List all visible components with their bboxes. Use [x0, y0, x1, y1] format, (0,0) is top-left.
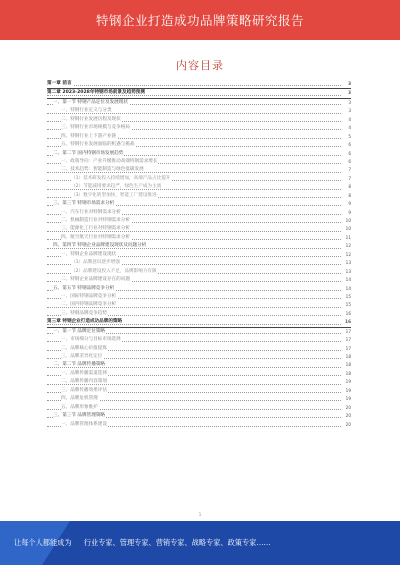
- toc-entry-text: 二、机械制造行业对特钢需求分析: [61, 218, 130, 223]
- toc-entry-page: 6: [347, 158, 351, 166]
- toc-entry[interactable]: [47, 124, 351, 132]
- toc-entry-page: 13: [345, 259, 351, 267]
- toc-entry-text: 一、第一节 品牌定位策略: [53, 328, 105, 334]
- toc-entry-page: 6: [347, 141, 351, 149]
- toc-entry-text: 一、品牌管理体系建设: [61, 421, 107, 427]
- toc-entry-page: 20: [345, 421, 351, 429]
- footer-slogan-list: 行业专家、管理专家、营销专家、战略专家、政策专家……: [83, 538, 271, 547]
- toc-entry-text: 一、第一节 特钢产品定位及发展现状: [53, 99, 128, 105]
- toc-entry-text: 一、品牌传播渠道选择: [61, 370, 107, 376]
- toc-entry-text: 二、国内特钢品牌竞争分析: [61, 302, 117, 308]
- toc-entry-text: 三、品牌传播效果评估: [61, 387, 107, 393]
- toc-entry[interactable]: [47, 421, 351, 429]
- toc-entry[interactable]: [47, 361, 351, 369]
- toc-entry-page: 14: [345, 276, 351, 284]
- toc-leader-dots: [47, 85, 341, 86]
- toc-entry-page: 11: [345, 234, 351, 242]
- toc-entry[interactable]: [47, 150, 351, 158]
- toc-entry[interactable]: [47, 276, 351, 284]
- toc-entry-page: 9: [347, 200, 351, 208]
- toc-entry-page: 16: [344, 318, 351, 326]
- toc-entry-text: 四、第四节 特钢企业品牌建设现状及问题分析: [53, 243, 147, 249]
- toc-entry-page: 15: [345, 293, 351, 301]
- toc-entry-page: 10: [345, 217, 351, 225]
- toc-entry[interactable]: [47, 268, 351, 276]
- toc-entry-page: 4: [347, 116, 351, 124]
- toc-entry[interactable]: [47, 200, 351, 208]
- table-of-contents: [47, 80, 351, 429]
- toc-entry[interactable]: [47, 251, 351, 259]
- toc-entry-text: 三、第三节 品牌管理策略: [53, 413, 105, 419]
- toc-entry[interactable]: [47, 387, 351, 395]
- toc-entry[interactable]: [47, 353, 351, 361]
- toc-entry-text: （3）数字化转型加快，智能工厂建设推进: [71, 192, 157, 198]
- toc-entry-text: （2）品牌建设投入不足，品牌影响力有限: [71, 268, 157, 274]
- toc-entry-page: 17: [345, 336, 351, 344]
- toc-entry[interactable]: [47, 80, 351, 89]
- toc-entry-text: 二、特钢行业发展历程及现状: [61, 116, 121, 122]
- toc-entry[interactable]: [47, 378, 351, 386]
- toc-entry-page: 3: [347, 99, 351, 107]
- toc-entry-page: 17: [345, 345, 351, 353]
- toc-entry[interactable]: [47, 336, 351, 344]
- toc-entry[interactable]: [47, 301, 351, 309]
- toc-entry-text: （1）品牌意识逐步增强: [71, 260, 120, 266]
- toc-entry-page: 3: [347, 80, 351, 88]
- toc-entry-page: 19: [345, 378, 351, 386]
- toc-entry-text: 四、品牌危机管理: [61, 396, 98, 402]
- toc-entry-text: （2）节能减排要求趋严，绿色生产成为主流: [71, 184, 162, 190]
- toc-entry-page: 15: [345, 301, 351, 309]
- toc-entry[interactable]: [47, 259, 351, 267]
- toc-entry-page: 12: [345, 242, 351, 250]
- toc-entry[interactable]: [47, 293, 351, 301]
- toc-entry-page: 7: [347, 166, 351, 174]
- toc-entry-page: 3: [347, 89, 351, 97]
- toc-entry-page: 20: [345, 412, 351, 420]
- toc-entry-text: 二、特钢企业品牌建设存在的问题: [61, 277, 130, 283]
- toc-entry-text: 五、第五节 特钢品牌竞争分析: [53, 285, 115, 291]
- toc-entry[interactable]: [47, 166, 351, 174]
- toc-entry-page: 17: [345, 328, 351, 336]
- toc-entry-text: 一、汽车行业对特钢需求分析: [61, 209, 121, 215]
- toc-entry[interactable]: [47, 175, 351, 183]
- toc-entry-text: （1）技术研发投入持续增加，高端产品占比提升: [71, 175, 171, 181]
- toc-entry-text: 二、技术趋势：智能制造与绿色低碳发展: [61, 167, 144, 173]
- toc-entry[interactable]: [47, 318, 351, 327]
- toc-entry[interactable]: [47, 141, 351, 149]
- toc-entry-page: 5: [347, 133, 351, 141]
- toc-entry[interactable]: [47, 225, 351, 233]
- toc-entry-page: 13: [345, 268, 351, 276]
- toc-entry-page: 16: [345, 310, 351, 318]
- page-number: 1: [198, 512, 202, 517]
- toc-entry[interactable]: [47, 310, 351, 318]
- toc-entry-text: 二、品牌核心价值提炼: [61, 345, 107, 351]
- toc-entry-text: 三、特钢行业市场规模与竞争格局: [61, 125, 130, 131]
- toc-entry-page: 19: [345, 387, 351, 395]
- footer-banner: [0, 521, 400, 565]
- toc-entry[interactable]: [47, 345, 351, 353]
- toc-entry-text: 四、航空航天行业对特钢需求分析: [61, 234, 130, 240]
- footer-slogan-lead: 让每个人都能成为: [14, 538, 72, 547]
- toc-entry-text: 三、第三节 特钢市场需求分析: [53, 201, 115, 207]
- toc-entry-text: 二、第二节 品牌传播策略: [53, 362, 105, 368]
- toc-entry-page: 7: [347, 175, 351, 183]
- toc-entry-page: 3: [347, 107, 351, 115]
- toc-entry-text: 五、特钢行业发展面临的机遇与挑战: [61, 142, 135, 148]
- toc-entry[interactable]: [47, 412, 351, 420]
- toc-entry-page: 19: [345, 395, 351, 403]
- toc-entry-page: 18: [345, 370, 351, 378]
- toc-entry-page: 9: [347, 209, 351, 217]
- toc-entry-text: 第二章 2023-2028年特钢市场前景及趋势预测: [47, 90, 145, 96]
- toc-entry-text: 一、国际特钢品牌竞争分析: [61, 293, 117, 299]
- toc-entry[interactable]: [47, 107, 351, 115]
- footer-slogan: [14, 538, 392, 548]
- toc-entry-text: 三、特钢品牌竞争趋势: [61, 310, 107, 316]
- toc-entry-text: 第一章 前言: [47, 81, 72, 86]
- toc-entry[interactable]: [47, 116, 351, 124]
- toc-entry-page: 8: [347, 192, 351, 200]
- toc-entry[interactable]: [47, 183, 351, 191]
- toc-entry[interactable]: [47, 328, 351, 336]
- toc-entry-page: 6: [347, 150, 351, 158]
- toc-entry-page: 8: [347, 183, 351, 191]
- toc-entry-text: 第三章 特钢企业打造成功品牌的策略: [47, 319, 123, 325]
- toc-entry-page: 18: [345, 353, 351, 361]
- toc-entry-page: 10: [345, 225, 351, 233]
- report-header: [0, 0, 400, 40]
- toc-entry-page: 4: [347, 124, 351, 132]
- toc-entry-text: 一、市场细分与目标市场选择: [61, 337, 121, 343]
- toc-entry[interactable]: [47, 209, 351, 217]
- toc-entry-page: 14: [345, 285, 351, 293]
- toc-entry-page: 20: [345, 404, 351, 412]
- toc-entry-text: 四、特钢行业上下游产业链: [61, 133, 117, 139]
- toc-entry-text: 一、特钢行业定义与分类: [61, 108, 112, 114]
- toc-entry[interactable]: [47, 404, 351, 412]
- toc-entry[interactable]: [47, 99, 351, 107]
- toc-entry[interactable]: [47, 192, 351, 200]
- toc-entry[interactable]: [47, 158, 351, 166]
- toc-entry[interactable]: [47, 285, 351, 293]
- report-title: 特钢企业打造成功品牌策略研究报告: [95, 13, 304, 28]
- toc-entry-text: 三、品牌差异化定位: [61, 354, 103, 359]
- toc-entry[interactable]: [47, 395, 351, 403]
- toc-entry-text: 二、品牌传播内容策划: [61, 379, 107, 385]
- toc-entry-page: 18: [345, 361, 351, 369]
- toc-entry-text: 二、第二节 国内特钢市场发展趋势: [53, 150, 124, 156]
- toc-heading: 内容目录: [176, 59, 224, 72]
- toc-entry[interactable]: [47, 242, 351, 250]
- toc-entry-text: 三、能源化工行业对特钢需求分析: [61, 226, 130, 232]
- toc-entry[interactable]: [47, 89, 351, 98]
- toc-entry[interactable]: [47, 370, 351, 378]
- toc-entry[interactable]: [47, 234, 351, 242]
- toc-entry-text: 一、特钢企业品牌建设现状: [61, 251, 117, 257]
- toc-entry[interactable]: [47, 133, 351, 141]
- toc-entry-page: 12: [345, 251, 351, 259]
- toc-entry-text: 一、政策导向：产业升级推动高端特钢需求增长: [61, 158, 158, 164]
- toc-entry-text: 五、品牌形象维护: [61, 404, 98, 410]
- toc-entry[interactable]: [47, 217, 351, 225]
